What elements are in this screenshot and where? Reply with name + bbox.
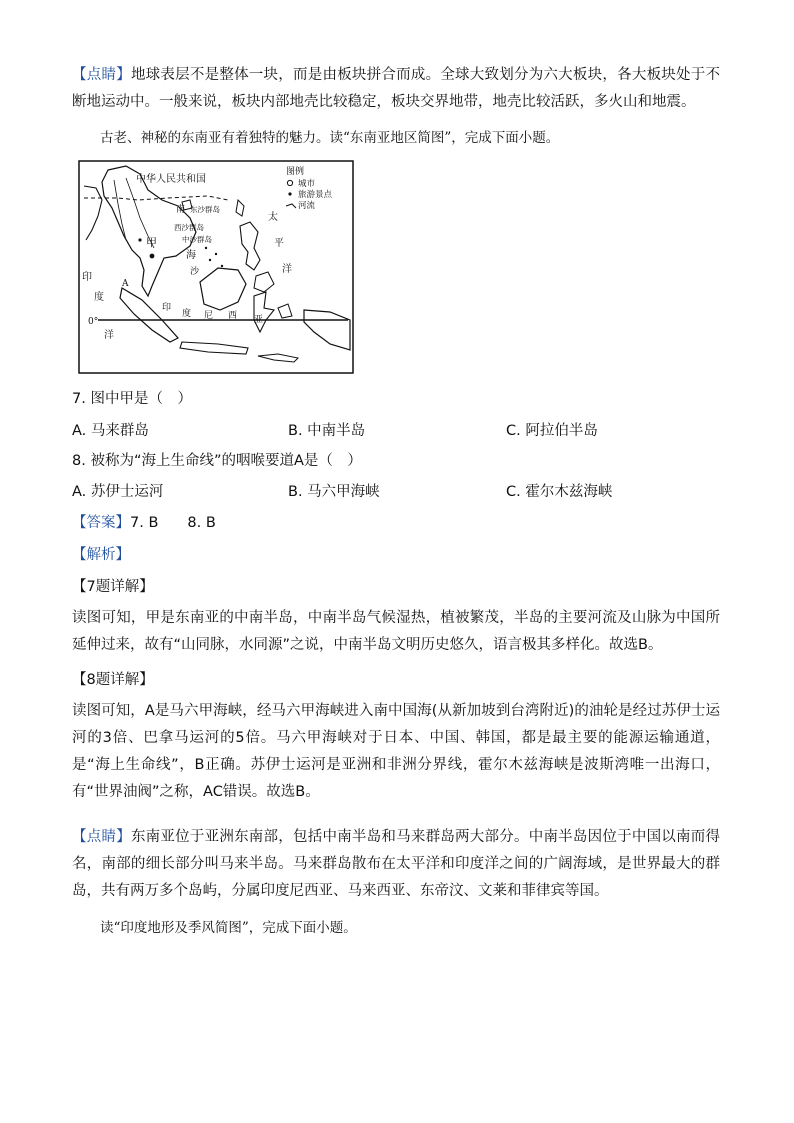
detail-8-tag: 【8题详解】 (72, 672, 154, 688)
indian-label-2: 度 (94, 292, 104, 303)
pacific-label-2: 平 (274, 238, 284, 249)
q7-option-c[interactable]: C. 阿拉伯半岛 (506, 423, 598, 439)
islet (209, 259, 211, 261)
pacific-label-3: 洋 (282, 264, 292, 275)
point-a-label: A (122, 279, 129, 289)
islet (215, 253, 217, 255)
answer-line (72, 513, 722, 533)
indo-label-3: 尼 (204, 311, 214, 321)
equator-label: 0° (88, 317, 99, 327)
q7-option-a[interactable]: A. 马来群岛 (72, 423, 149, 439)
hai-label: 海 (186, 250, 196, 261)
detail-7-text: 读图可知，甲是东南亚的中南半岛，中南半岛气候湿热，植被繁茂，半岛的主要河流及山脉为中国所延伸过来，故有“山同脉，水同源”之说，中南半岛文明历史悠久，语言极其多样化。故选B。 (72, 610, 720, 653)
map-svg (78, 160, 354, 374)
points-tag-2: 【点睛】 (72, 829, 131, 845)
city-dot (150, 254, 155, 259)
nan-label: 南 (176, 205, 186, 215)
detail-7-tag: 【7题详解】 (72, 579, 154, 595)
section-intro-2: 读“印度地形及季风简图”，完成下面小题。 (100, 920, 357, 936)
points-paragraph-1 (72, 62, 720, 116)
answer-tag: 【答案】 (72, 515, 130, 531)
analysis-tag: 【解析】 (72, 547, 130, 563)
spot-dot (138, 238, 141, 241)
islet (221, 265, 223, 267)
q8-option-c[interactable]: C. 霍尔木兹海峡 (506, 484, 613, 500)
legend-spot: 旅游景点 (298, 190, 333, 200)
jia-label: 甲 (146, 236, 157, 249)
points-tag: 【点睛】 (72, 67, 131, 83)
islands-label-3: 中沙群岛 (182, 235, 212, 244)
question-8-stem: 8. 被称为“海上生命线”的咽喉要道A是（ ） (72, 453, 362, 469)
indian-label-3: 洋 (104, 330, 114, 341)
q8-option-b[interactable]: B. 马六甲海峡 (288, 484, 380, 500)
china-label: 中华人民共和国 (136, 174, 206, 185)
detail-8-text: 读图可知，A是马六甲海峡，经马六甲海峡进入南中国海(从新加坡到台湾附近)的油轮是经过苏伊士运河的3倍、巴拿马运河的5倍。马六甲海峡对于日本、中国、韩国，都是最主要的能源运输通道，是“海上生命线”，B正确。苏伊士运河是亚洲和非洲分界线，霍尔木兹海峡是波斯湾唯一出海口，有“世界油阀”之称，AC错误。故选B。 (72, 703, 720, 800)
points-text-2: 东南亚位于亚洲东南部，包括中南半岛和马来群岛两大部分。中南半岛因位于中国以南而得名，南部的细长部分叫马来半岛。马来群岛散布在太平洋和印度洋之间的广阔海域，是世界最大的群岛，共有两万多个岛屿，分属印度尼西亚、马来西亚、东帝汶、文莱和菲律宾等国。 (72, 829, 721, 899)
section-intro: 古老、神秘的东南亚有着独特的魅力。读“东南亚地区简图”，完成下面小题。 (100, 130, 560, 146)
answer-text: 7. B 8. B (130, 515, 216, 531)
points-paragraph-2 (72, 824, 720, 905)
indo-label-5: 亚 (254, 315, 264, 325)
indo-label-2: 度 (182, 309, 192, 319)
points-text: 地球表层不是整体一块，而是由板块拼合而成。全球大致划分为六大板块，各大板块处于不断地运动中。一般来说，板块内部地壳比较稳定，板块交界地带，地壳比较活跃，多火山和地震。 (72, 67, 721, 110)
islands-label-1: 东沙群岛 (190, 205, 220, 214)
sha-label: 沙 (190, 267, 200, 277)
islands-label-2: 西沙群岛 (174, 223, 204, 232)
indo-label-1: 印 (162, 303, 172, 313)
legend-spot-icon (288, 192, 291, 195)
southeast-asia-map (78, 160, 354, 374)
q8-option-a[interactable]: A. 苏伊士运河 (72, 484, 164, 500)
indo-label-4: 西 (228, 311, 238, 321)
legend-river: 河流 (298, 201, 316, 211)
pacific-label-1: 太 (268, 212, 278, 223)
legend-title: 图例 (286, 167, 305, 177)
question-7-stem: 7. 图中甲是（ ） (72, 391, 192, 407)
legend-city: 城市 (298, 179, 316, 189)
q7-option-b[interactable]: B. 中南半岛 (288, 423, 366, 439)
indian-label-1: 印 (82, 272, 92, 283)
islet (205, 247, 207, 249)
